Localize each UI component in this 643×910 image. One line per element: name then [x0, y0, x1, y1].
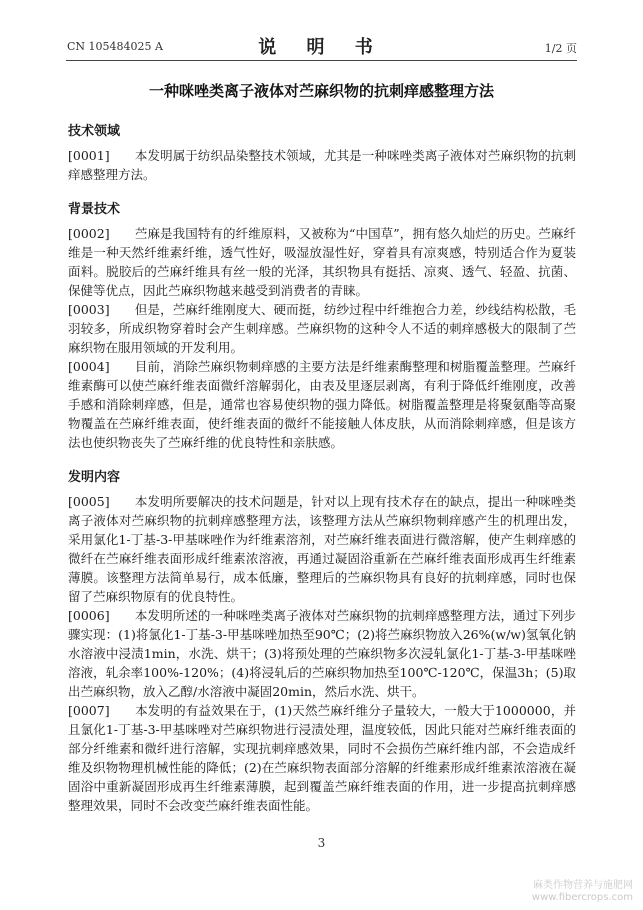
paragraph-0001: [0001] 本发明属于纺织品染整技术领域，尤其是一种咪唑类离子液体对苎麻织物的抗刺痒感整理方法。	[68, 148, 576, 182]
document-body	[68, 122, 576, 815]
document-title: 一种咪唑类离子液体对苎麻织物的抗刺痒感整理方法	[148, 82, 494, 100]
section-spacer	[68, 452, 576, 468]
section-heading-background: 背景技术	[68, 202, 121, 217]
document-type-heading: 说 明 书	[258, 37, 385, 58]
paragraph-0005: [0005] 本发明所要解决的技术问题是，针对以上现有技术存在的缺点，提出一种咪唑类离子液体对苎麻织物的抗刺痒感整理方法，该整理方法从苎麻织物刺痒感产生的机理出发，采用氯化1-丁基-3-甲基咪唑作为纤维素溶剂，对苎麻纤维表面进行微溶解，使产生刺痒感的微纤在苎麻纤维表面形成纤维素浓溶液，再通过凝固浴重新在苎麻纤维表面形成再生纤维素薄膜。该整理方法简单易行，成本低廉，整理后的苎麻织物具有良好的抗刺痒感，同时也保留了苎麻织物原有的优良特性。	[68, 494, 576, 604]
watermark	[532, 880, 633, 904]
paragraph-0006: [0006] 本发明所述的一种咪唑类离子液体对苎麻织物的抗刺痒感整理方法，通过下列步骤实现：(1)将氯化1-丁基-3-甲基咪唑加热至90℃；(2)将苎麻织物放入26%(w/w)氢氧化钠水溶液中浸渍1min，水洗、烘干；(3)将预处理的苎麻织物多次浸轧氯化1-丁基-3-甲基咪唑溶液，轧余率100%-120%；(4)将浸轧后的苎麻织物加热至100℃-120℃，保温3h；(5)取出苎麻织物，放入乙醇/水溶液中凝固20min，然后水洗、烘干。	[68, 608, 576, 699]
paragraph-0003: [0003] 但是，苎麻纤维刚度大、硬而挺，纺纱过程中纤维抱合力差，纱线结构松散，毛羽较多，所成织物穿着时会产生刺痒感。苎麻织物的这种令人不适的刺痒感极大的限制了苎麻织物在服用领域的开发利用。	[68, 302, 576, 355]
paragraph-0007: [0007] 本发明的有益效果在于，(1)天然苎麻纤维分子量较大，一般大于1000000，并且氯化1-丁基-3-甲基咪唑对苎麻织物进行浸渍处理，温度较低，因此只能对苎麻纤维表面的部分纤维素和微纤进行溶解，实现抗刺痒感效果，同时不会损伤苎麻纤维内部，不会造成纤维及织物物理机械性能的降低；(2)在苎麻织物表面部分溶解的纤维素形成纤维素浓溶液在凝固浴中重新凝固形成再生纤维素薄膜，起到覆盖苎麻纤维表面的作用，进一步提高抗刺痒感整理效果，同时不会改变苎麻纤维表面性能。	[68, 703, 576, 813]
section-heading-summary: 发明内容	[68, 470, 121, 485]
paragraph-0002: [0002] 苎麻是我国特有的纤维原料，又被称为“中国草”，拥有悠久灿烂的历史。苎麻纤维是一种天然纤维素纤维，透气性好，吸湿放湿性好，穿着具有凉爽感，特别适合作为夏装面料。脱胶后的苎麻纤维具有丝一般的光泽，其织物具有挺括、凉爽、透气、轻盈、抗菌、保健等优点，因此苎麻织物越来越受到消费者的青睐。	[68, 226, 576, 298]
section-heading-technical-field: 技术领域	[68, 124, 121, 139]
page-number: 3	[317, 836, 326, 850]
section-spacer	[68, 184, 576, 200]
page-of-indicator: 1/2 页	[544, 42, 577, 55]
document-number: CN 105484025 A	[67, 40, 163, 53]
paragraph-0004: [0004] 目前，消除苎麻织物刺痒感的主要方法是纤维素酶整理和树脂覆盖整理。苎麻纤维素酶可以使苎麻纤维表面微纤溶解弱化，由表及里逐层剥离，有利于降低纤维刚度，改善手感和消除刺痒感，但是，通常也容易使织物的强力降低。树脂覆盖整理是将聚氨酯等高聚物覆盖在苎麻纤维表面，使纤维表面的微纤不能接触人体皮肤，从而消除刺痒感，但是该方法也使织物丧失了苎麻纤维的优良特性和亲肤感。	[68, 359, 576, 450]
watermark-site-name: 麻类作物营养与施肥网	[533, 880, 633, 891]
watermark-url: www.fibercrops.com	[531, 892, 633, 903]
header-divider	[66, 60, 577, 61]
